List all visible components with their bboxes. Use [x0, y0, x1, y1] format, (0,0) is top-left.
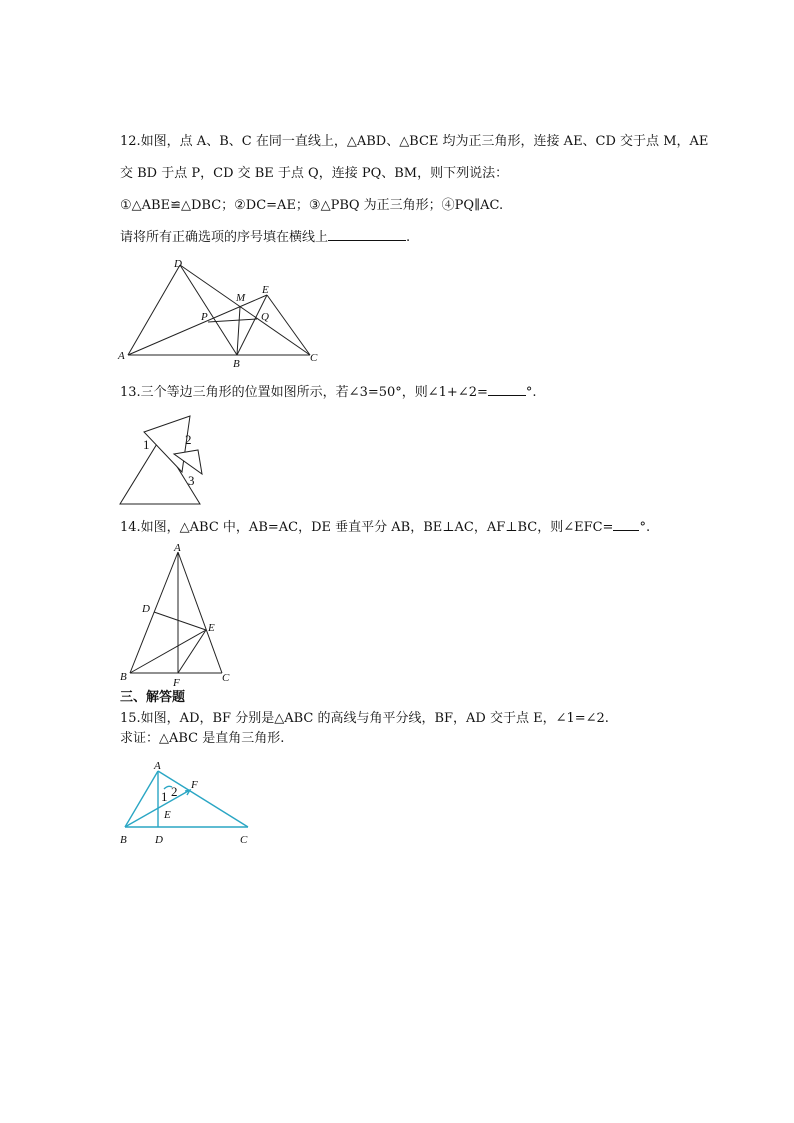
- q14-prompt: 14.如图，△ABC 中，AB=AC，DE 垂直平分 AB，BE⊥AC，AF⊥BC，则∠EFC=: [120, 520, 614, 535]
- q12-answer-blank[interactable]: [328, 229, 406, 241]
- q14-label-D: D: [142, 603, 150, 615]
- q12-line-1: 12.如图，点 A、B、C 在同一直线上，△ABD、△BCE 均为正三角形，连接 AE、CD 交于点 M，AE: [120, 134, 709, 149]
- q13-label-1: 1: [143, 437, 150, 452]
- q12-label-Q: Q: [261, 311, 269, 323]
- q15-label-1: 1: [161, 789, 168, 804]
- q12-label-P: P: [201, 311, 208, 323]
- q14-label-C: C: [222, 672, 230, 684]
- q14-figure: [110, 540, 240, 688]
- q12-figure: [110, 252, 330, 372]
- q15-line-2: 求证：△ABC 是直角三角形.: [120, 731, 285, 746]
- q12-label-M: M: [236, 292, 246, 304]
- q13-line: [120, 384, 537, 401]
- q15-figure: [110, 755, 260, 850]
- q14-label-F: F: [173, 677, 180, 689]
- q12-label-E: E: [262, 284, 269, 296]
- q14-label-E: E: [208, 622, 215, 634]
- q12-label-B: B: [233, 358, 240, 370]
- q15-label-E: E: [164, 809, 171, 821]
- q15-label-A: A: [154, 760, 161, 772]
- q13-figure: [110, 404, 220, 514]
- q12-prompt: 请将所有正确选项的序号填在横线上: [120, 230, 329, 245]
- q12-label-C: C: [310, 352, 318, 364]
- q14-degree: °.: [639, 520, 651, 535]
- q12-period: .: [406, 230, 411, 245]
- q15-line-1: 15.如图，AD，BF 分别是△ABC 的高线与角平分线，BF，AD 交于点 E，∠1=∠2.: [120, 711, 609, 726]
- q12-label-A: A: [118, 350, 125, 362]
- q14-answer-blank[interactable]: [613, 519, 639, 531]
- q13-label-2: 2: [185, 432, 192, 447]
- q15-label-B: B: [120, 834, 127, 846]
- q15-label-C: C: [240, 834, 248, 846]
- q14-line: [120, 519, 650, 536]
- q12-line-4: [120, 229, 410, 246]
- q13-answer-blank[interactable]: [488, 384, 526, 396]
- q15-label-2: 2: [171, 784, 178, 799]
- q13-degree: °.: [525, 385, 537, 400]
- q14-label-A: A: [174, 542, 181, 554]
- q12-line-3: ①△ABE≌△DBC；②DC=AE；③△PBQ 为正三角形；④PQ∥AC.: [120, 198, 504, 213]
- q12-label-D: D: [174, 258, 182, 270]
- q15-label-F: F: [191, 779, 198, 791]
- q14-label-B: B: [120, 671, 127, 683]
- q13-label-3: 3: [188, 473, 195, 488]
- section-heading: 三、解答题: [120, 690, 186, 705]
- q15-label-D: D: [155, 834, 163, 846]
- q13-prompt: 13.三个等边三角形的位置如图所示，若∠3=50°，则∠1+∠2=: [120, 385, 488, 400]
- q12-line-2: 交 BD 于点 P，CD 交 BE 于点 Q，连接 PQ、BM，则下列说法：: [120, 166, 509, 181]
